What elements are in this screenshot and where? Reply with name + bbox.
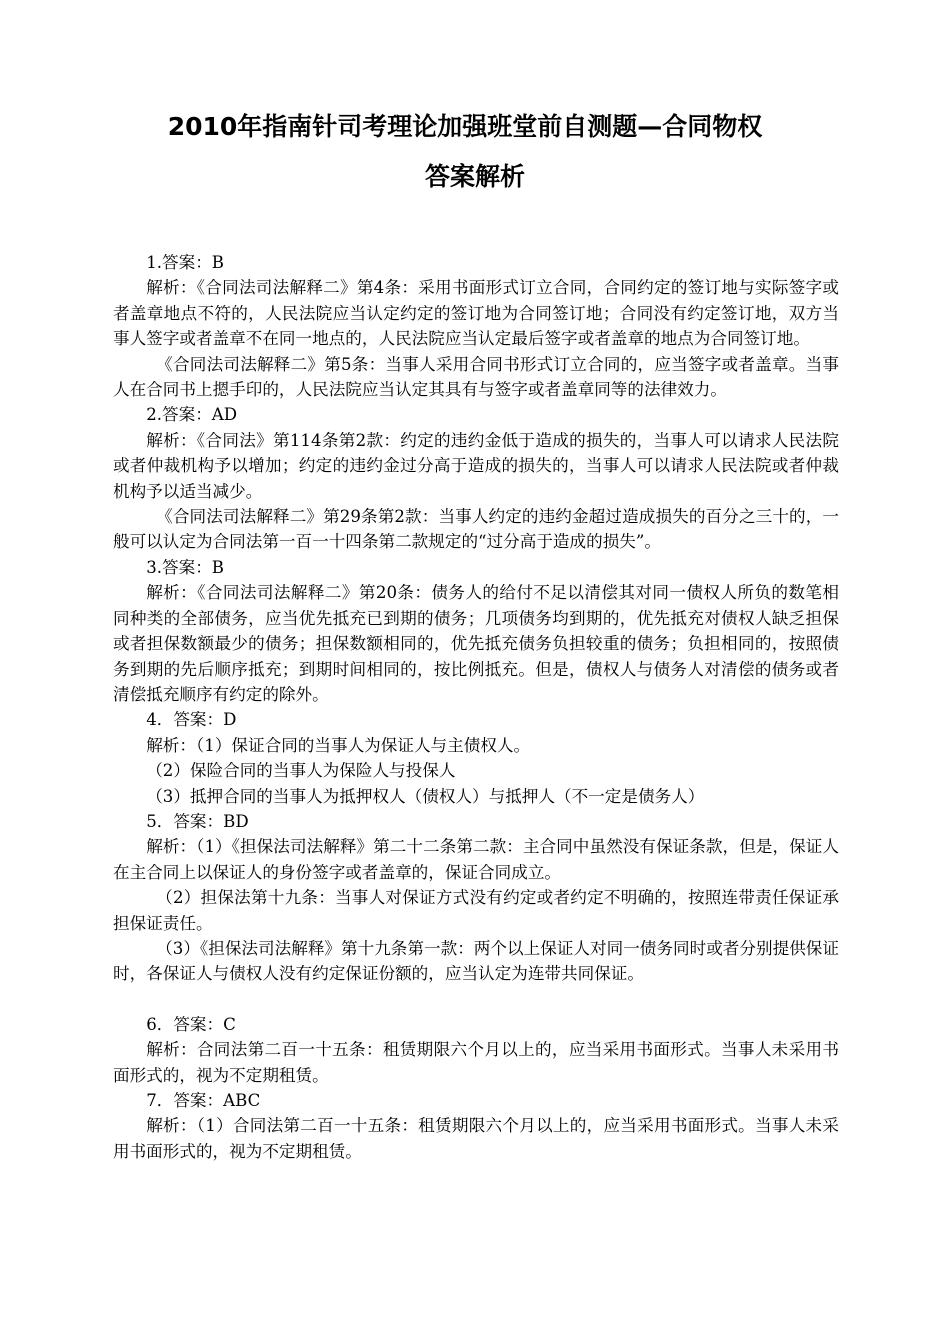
answer-7-heading: 7．答案：ABC <box>146 1091 261 1110</box>
answer-5-heading: 5．答案：BD <box>146 811 249 831</box>
document-body <box>113 250 839 1164</box>
answer-6-explanation: 解析：合同法第二百一十五条：租赁期限六个月以上的，应当采用书面形式。当事人未采用书面形式的，视为不定期租赁。 <box>113 1040 839 1085</box>
answer-5-explanation: 解析：（1）《担保法司法解释》第二十二条第二款：主合同中虽然没有保证条款，但是，保证人在主合同上以保证人的身份签字或者盖章的，保证合同成立。 <box>113 837 839 882</box>
answer-2-explanation: 解析：《合同法》第114条第2款：约定的违约金低于造成的损失的，当事人可以请求人民法院或者仲裁机构予以增加；约定的违约金过分高于造成的损失的，当事人可以请求人民法院或者仲裁机构予以适当减少。 <box>113 430 839 501</box>
answer-4-point-2: （2）保险合同的当事人为保险人与投保人 <box>146 761 456 781</box>
answer-2-heading: 2.答案：AD <box>146 405 238 425</box>
answer-5-point-2: （2）担保法第十九条：当事人对保证方式没有约定或者约定不明确的，按照连带责任保证承担保证责任。 <box>113 888 839 933</box>
document-title-line-1: 2010年指南针司考理论加强班堂前自测题—合同物权 <box>167 112 763 141</box>
answer-1-explanation-cont: 《合同法司法解释二》第5条：当事人采用合同书形式订立合同的，应当签字或者盖章。当事人在合同书上摁手印的，人民法院应当认定其具有与签字或者盖章同等的法律效力。 <box>113 354 839 400</box>
answer-1-heading: 1.答案：B <box>146 253 224 272</box>
answer-7-explanation: 解析：（1）合同法第二百一十五条：租赁期限六个月以上的，应当采用书面形式。当事人未采用书面形式的，视为不定期租赁。 <box>113 1116 839 1161</box>
answer-6-heading: 6．答案：C <box>146 1014 236 1034</box>
answer-4-explanation: 解析：（1）保证合同的当事人为保证人与主债权人。 <box>146 735 531 755</box>
answer-4-point-3: （3）抵押合同的当事人为抵押权人（债权人）与抵押人（不一定是债务人） <box>146 786 705 806</box>
answer-5-point-3: （3）《担保法司法解释》第十九条第一款：两个以上保证人对同一债务同时或者分别提供保证时，各保证人与债权人没有约定保证份额的，应当认定为连带共同保证。 <box>113 938 839 984</box>
answer-4-heading: 4．答案：D <box>146 710 237 730</box>
answer-3-heading: 3.答案：B <box>146 557 224 577</box>
document-title-line-2: 答案解析 <box>424 162 525 191</box>
answer-3-explanation: 解析：《合同法司法解释二》第20条：债务人的给付不足以清偿其对同一债权人所负的数笔相同种类的全部债务，应当优先抵充已到期的债务；几项债务均到期的，优先抵充对债权人缺乏担保或者担保数额最少的债务；担保数额相同的，优先抵充债务负担较重的债务；负担相同的，按照债务到期的先后顺序抵充；到期时间相同的，按比例抵充。但是，债权人与债务人对清偿的债务或者清偿抵充顺序有约定的除外。 <box>113 583 839 704</box>
answer-2-explanation-cont: 《合同法司法解释二》第29条第2款：当事人约定的违约金超过造成损失的百分之三十的，一般可以认定为合同法第一百一十四条第二款规定的“过分高于造成的损失”。 <box>113 507 839 552</box>
answer-1-explanation: 解析：《合同法司法解释二》第4条：采用书面形式订立合同，合同约定的签订地与实际签字或者盖章地点不符的，人民法院应当认定约定的签订地为合同签订地；合同没有约定签订地，双方当事人签字或者盖章不在同一地点的，人民法院应当认定最后签字或者盖章的地点为合同签订地。 <box>113 278 839 349</box>
